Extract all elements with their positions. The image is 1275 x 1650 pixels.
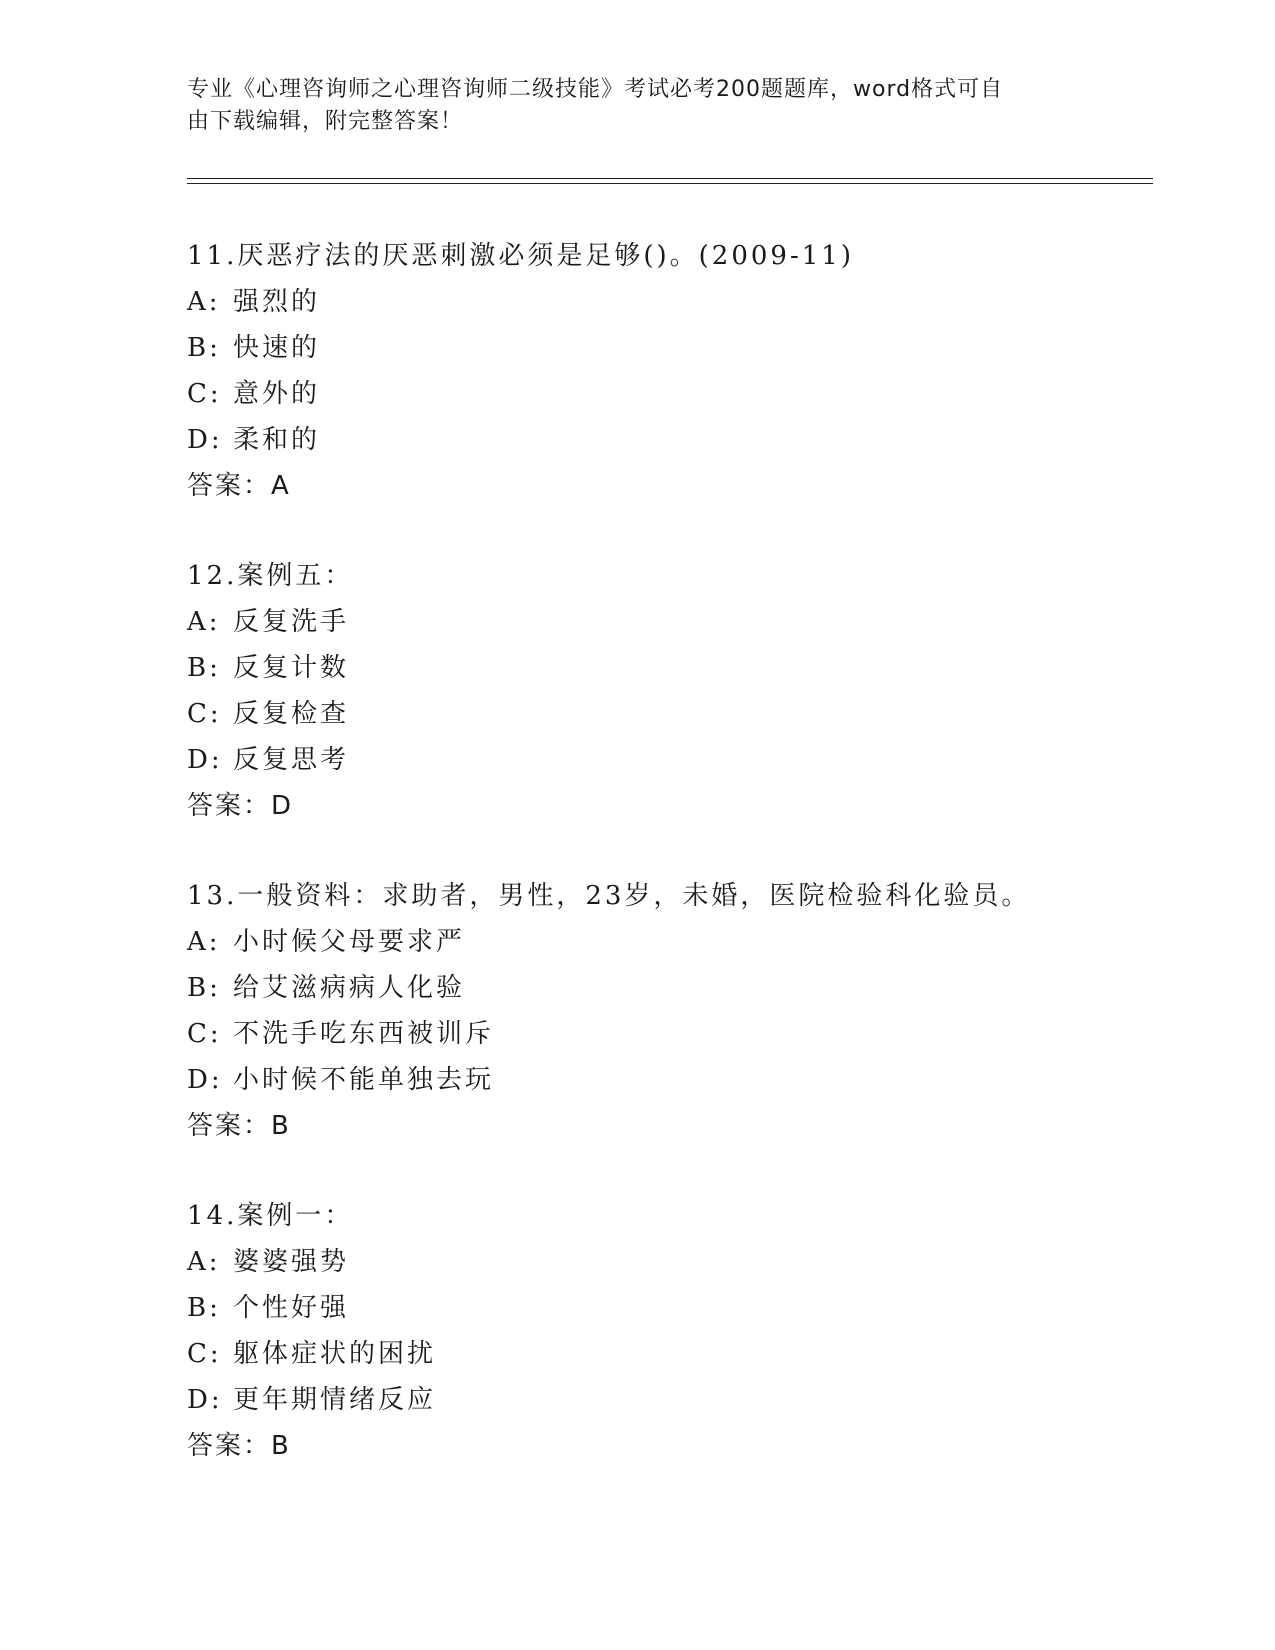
- option-c: [187, 1331, 1187, 1377]
- option-key: A:: [187, 1247, 221, 1277]
- question-13: [187, 873, 1187, 1149]
- option-b: [187, 325, 1187, 371]
- option-c: [187, 1011, 1187, 1057]
- option-key: C:: [187, 699, 222, 729]
- option-d: [187, 737, 1187, 783]
- option-b: [187, 965, 1187, 1011]
- option-d: [187, 417, 1187, 463]
- header-line-1: 专业《心理咨询师之心理咨询师二级技能》考试必考200题题库，word格式可自: [187, 77, 1004, 102]
- option-text: 反复检查: [233, 699, 350, 729]
- answer: 答案：A: [187, 471, 291, 501]
- option-key: D:: [187, 1065, 223, 1095]
- option-key: B:: [187, 333, 221, 363]
- option-c: [187, 371, 1187, 417]
- question-14: [187, 1193, 1187, 1469]
- option-a: [187, 919, 1187, 965]
- question-11: [187, 233, 1187, 509]
- option-key: D:: [187, 745, 223, 775]
- header-line-2: 由下载编辑，附完整答案！: [187, 109, 464, 134]
- option-text: 小时候父母要求严: [233, 927, 466, 957]
- answer: 答案：D: [187, 791, 294, 821]
- option-text: 婆婆强势: [233, 1247, 350, 1277]
- option-c: [187, 691, 1187, 737]
- option-text: 柔和的: [233, 425, 321, 455]
- option-text: 强烈的: [233, 287, 321, 317]
- option-text: 小时候不能单独去玩: [233, 1065, 495, 1095]
- option-key: C:: [187, 1019, 222, 1049]
- option-key: A:: [187, 927, 221, 957]
- option-b: [187, 645, 1187, 691]
- question-stem: 11.厌恶疗法的厌恶刺激必须是足够()。(2009-11): [187, 241, 854, 271]
- option-text: 个性好强: [233, 1293, 350, 1323]
- header-divider-top: [187, 178, 1153, 179]
- option-b: [187, 1285, 1187, 1331]
- option-key: C:: [187, 1339, 222, 1369]
- option-key: D:: [187, 1385, 223, 1415]
- option-text: 躯体症状的困扰: [233, 1339, 437, 1369]
- option-key: B:: [187, 973, 221, 1003]
- option-key: D:: [187, 425, 223, 455]
- option-text: 反复洗手: [233, 607, 350, 637]
- option-text: 给艾滋病病人化验: [233, 973, 466, 1003]
- option-a: [187, 599, 1187, 645]
- option-text: 快速的: [233, 333, 321, 363]
- answer: 答案：B: [187, 1111, 291, 1141]
- option-d: [187, 1377, 1187, 1423]
- option-text: 不洗手吃东西被训斥: [233, 1019, 495, 1049]
- document-header: [187, 74, 1067, 138]
- option-a: [187, 279, 1187, 325]
- option-text: 意外的: [233, 379, 321, 409]
- option-key: B:: [187, 1293, 221, 1323]
- option-key: A:: [187, 287, 221, 317]
- option-text: 反复思考: [233, 745, 350, 775]
- answer: 答案：B: [187, 1431, 291, 1461]
- option-d: [187, 1057, 1187, 1103]
- option-key: C:: [187, 379, 222, 409]
- option-key: B:: [187, 653, 221, 683]
- option-text: 更年期情绪反应: [233, 1385, 437, 1415]
- question-stem: 14.案例一：: [187, 1201, 354, 1231]
- option-key: A:: [187, 607, 221, 637]
- question-stem: 13.一般资料：求助者，男性，23岁，未婚，医院检验科化验员。: [187, 881, 1031, 911]
- option-a: [187, 1239, 1187, 1285]
- option-text: 反复计数: [233, 653, 350, 683]
- header-divider-bottom: [187, 183, 1153, 184]
- question-stem: 12.案例五：: [187, 561, 354, 591]
- question-12: [187, 553, 1187, 829]
